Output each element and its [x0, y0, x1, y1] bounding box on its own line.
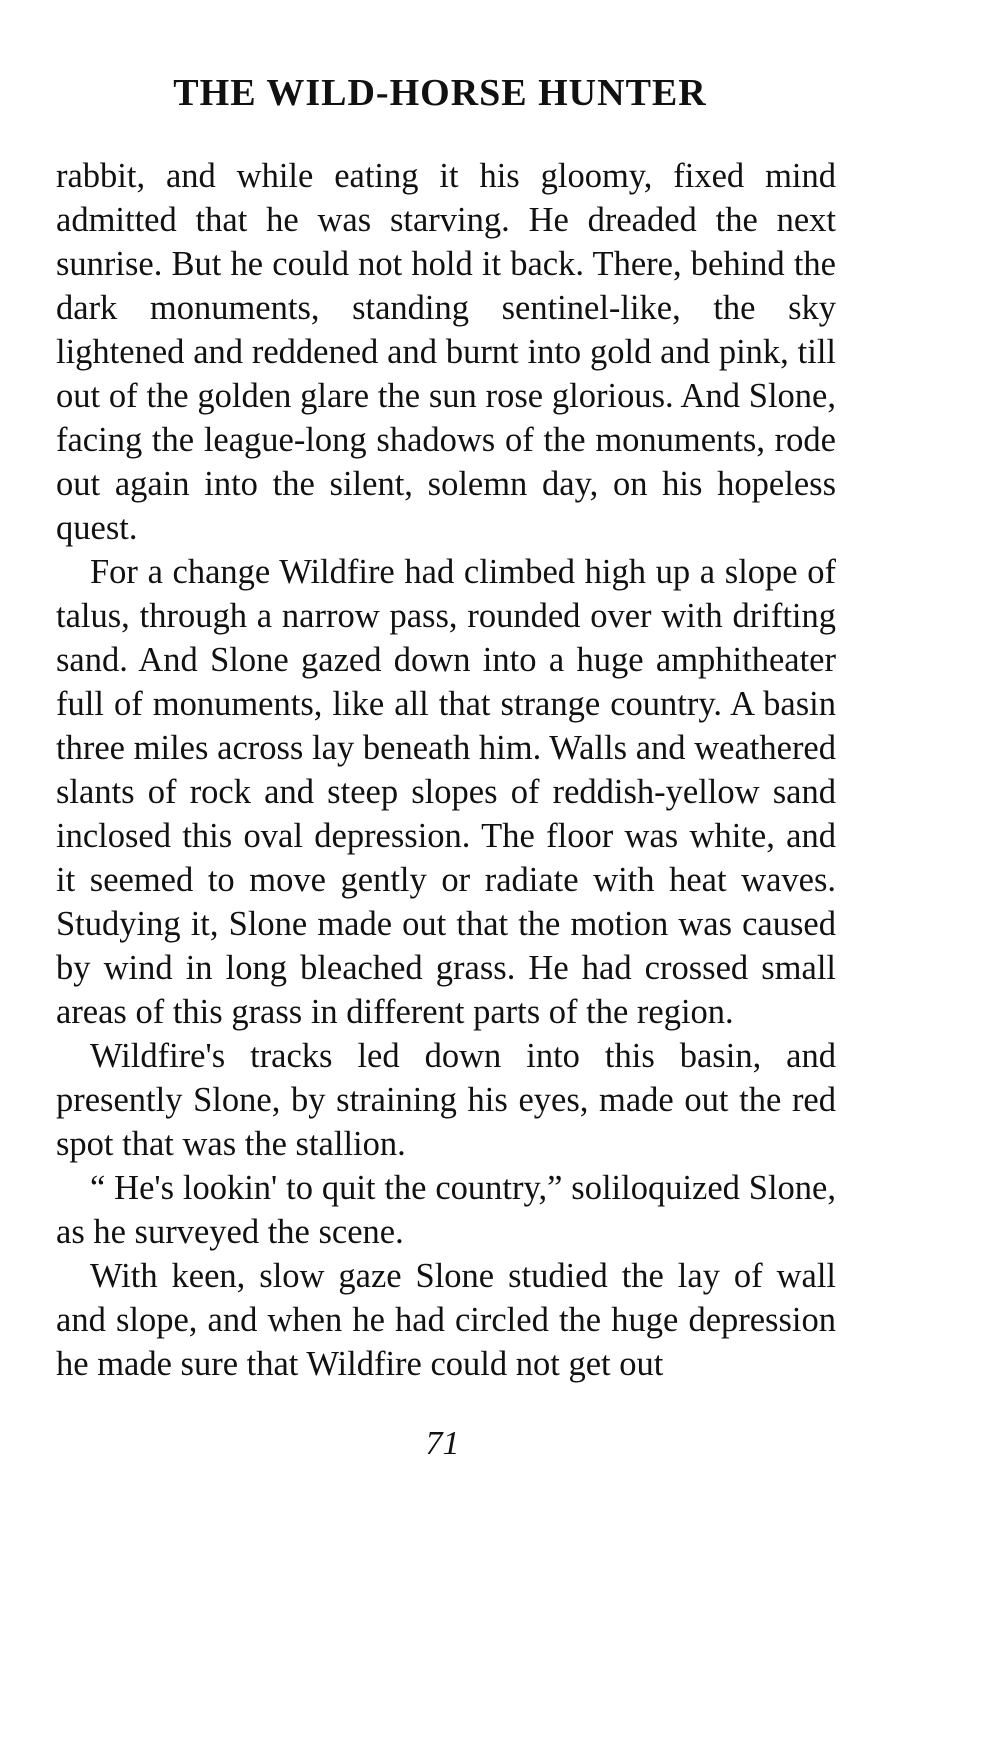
paragraph-1: rabbit, and while eating it his gloomy, fixed mind admitted that he was starving. He dreaded the next sunrise. But he could not hold it back. There, behind the dark monuments, standing sentinel-like, the sky lightened and reddened and burnt into gold and pink, till out of the golden glare the sun rose glorious. And Slone, facing the league-long shadows of the monuments, rode out again into the silent, solemn day, on his hopeless quest.	[56, 157, 836, 547]
paragraph-2: For a change Wildfire had climbed high up a slope of talus, through a narrow pass, rounded over with drifting sand. And Slone gazed down into a huge amphitheater full of monuments, like all that strange country. A basin three miles across lay beneath him. Walls and weathered slants of rock and steep slopes of reddish-yellow sand inclosed this oval depression. The floor was white, and it seemed to move gently or radiate with heat waves. Studying it, Slone made out that the motion was caused by wind in long bleached grass. He had crossed small areas of this grass in different parts of the region.	[56, 553, 836, 1031]
page-number: 71	[425, 1425, 460, 1462]
paragraph-4: “ He's lookin' to quit the country,” soliloquized Slone, as he surveyed the scene.	[56, 1169, 836, 1251]
paragraph-5: With keen, slow gaze Slone studied the lay of wall and slope, and when he had circled the huge depression he made sure that Wildfire could not get out	[56, 1257, 836, 1383]
running-head: THE WILD-HORSE HUNTER	[173, 72, 707, 114]
paragraph-3: Wildfire's tracks led down into this basin, and presently Slone, by straining his eyes, made out the red spot that was the stallion.	[56, 1037, 836, 1163]
body-text	[56, 154, 836, 1386]
